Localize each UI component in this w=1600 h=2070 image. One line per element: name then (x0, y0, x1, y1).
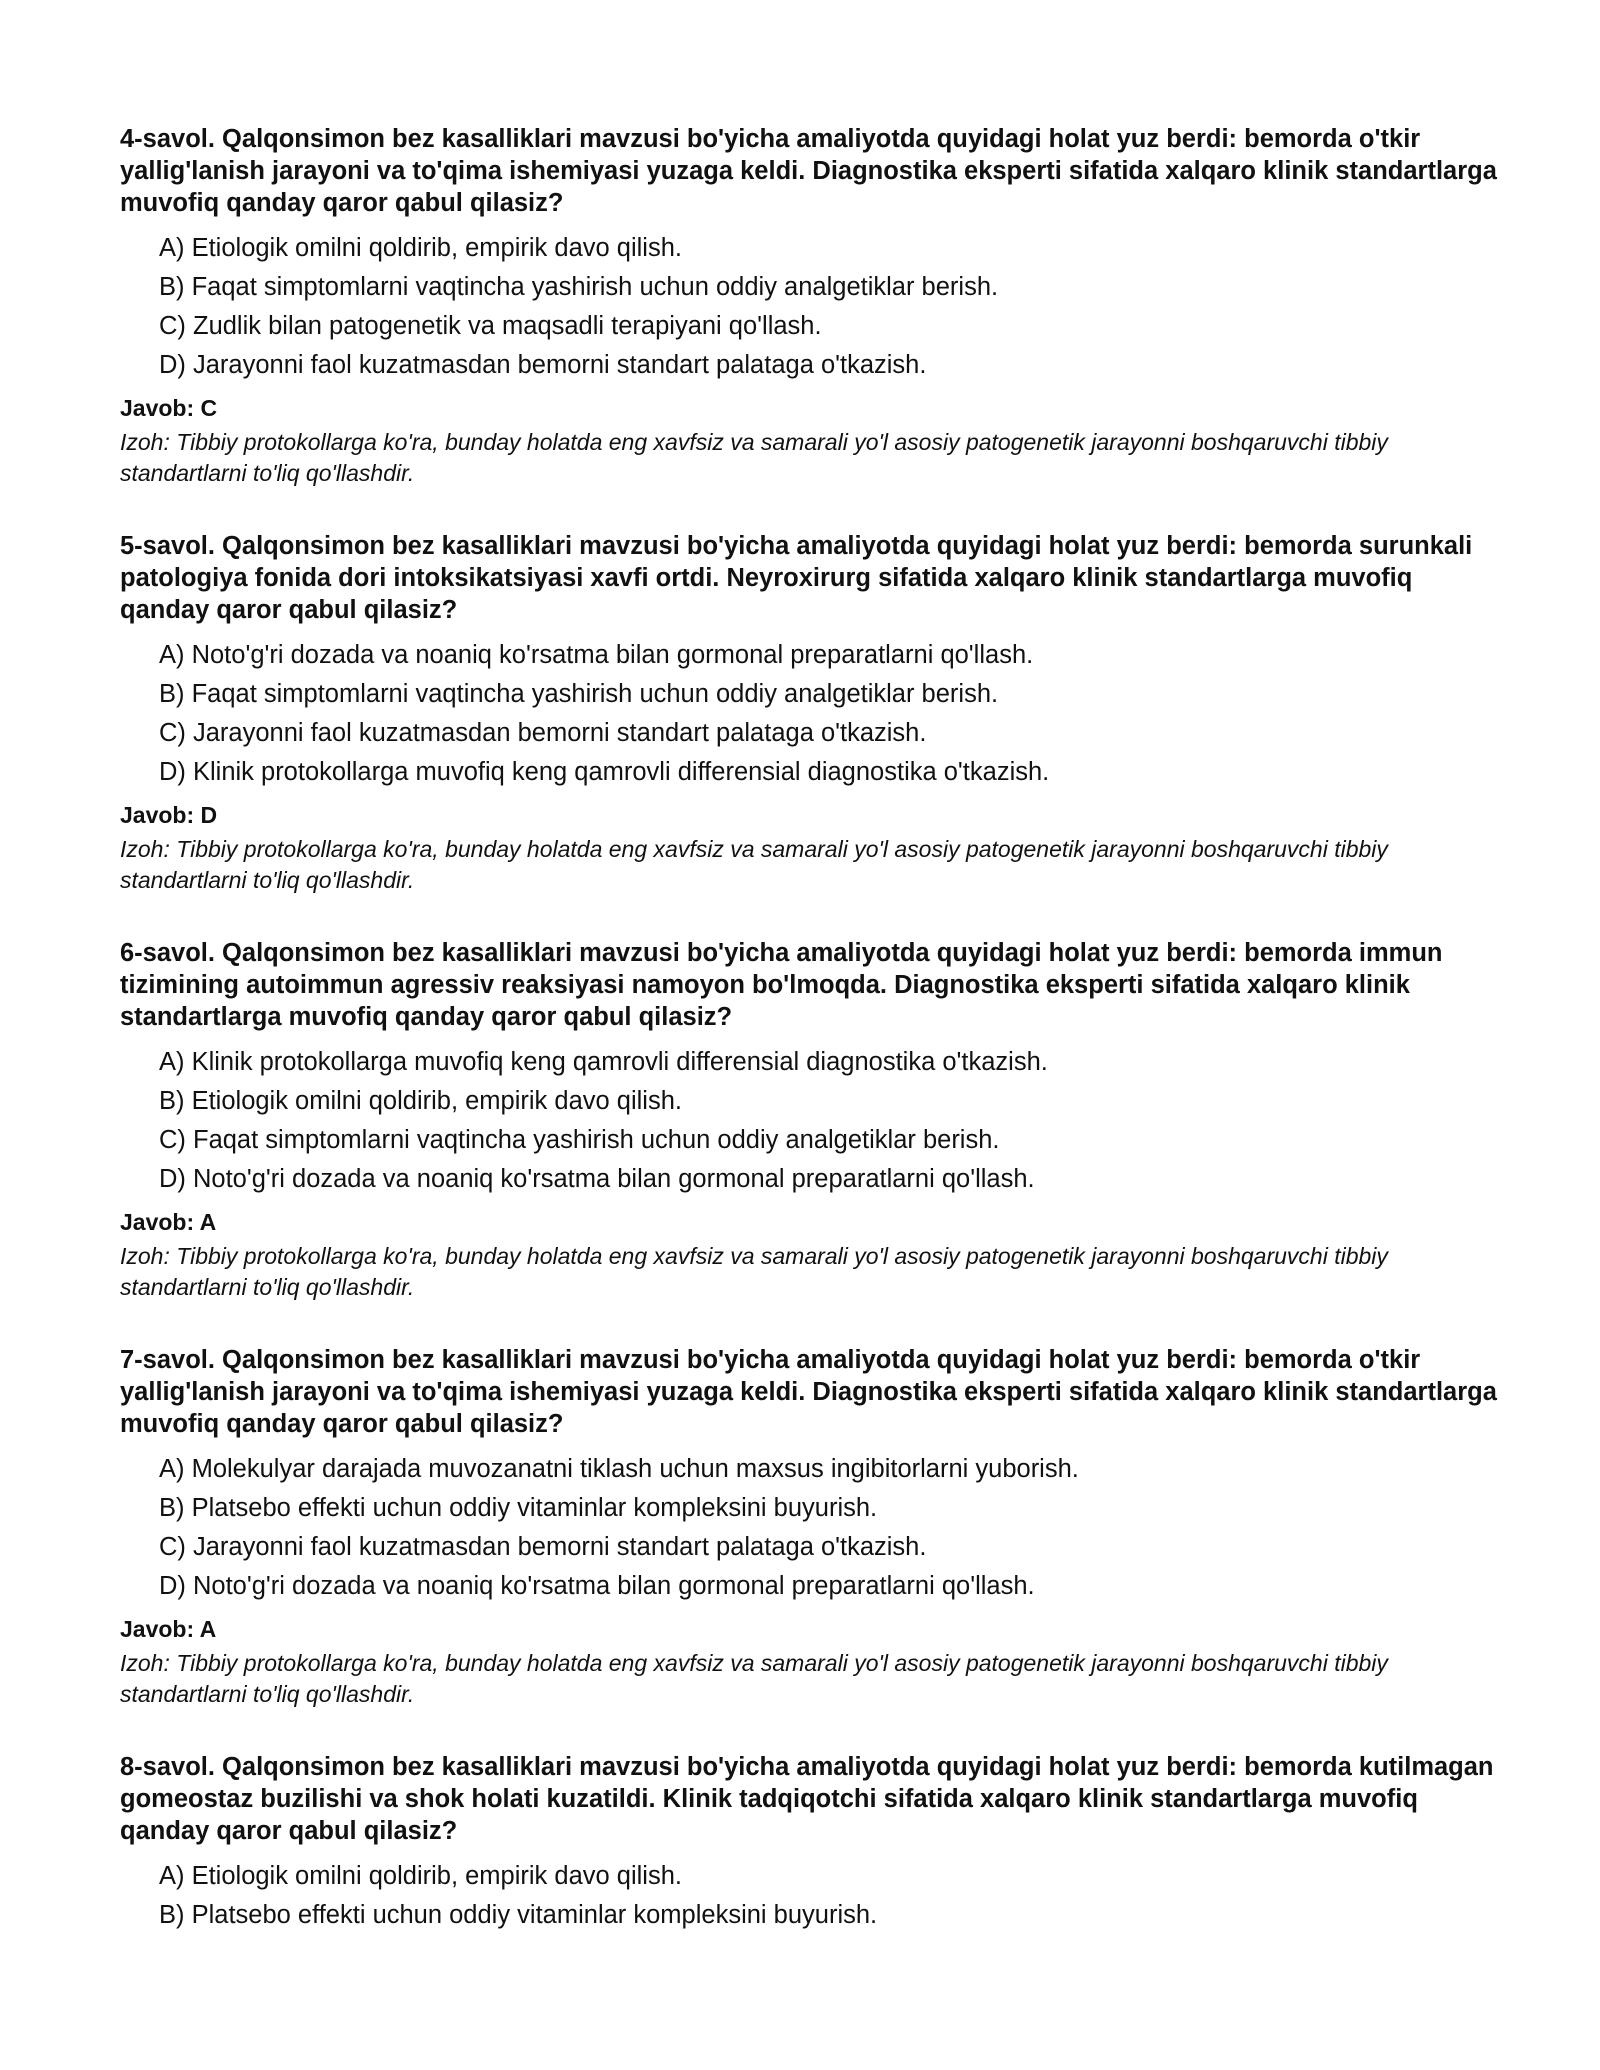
explanation-note: Izoh: Tibbiy protokollarga ko'ra, bunday holatda eng xavfsiz va samarali yo'l asosiy patogenetik jarayonni boshqaruvchi tibbiy standartlarni to'liq qo'llashdir. (120, 1243, 1388, 1300)
option-list (120, 1043, 1500, 1199)
option-d: D) Noto'g'ri dozada va noaniq ko'rsatma bilan gormonal preparatlarni qo'llash. (159, 1572, 1035, 1600)
answer-label: Javob: A (120, 1616, 217, 1642)
option-d: D) Klinik protokollarga muvofiq keng qamrovli differensial diagnostika o'tkazish. (159, 758, 1050, 786)
option-c: C) Zudlik bilan patogenetik va maqsadli terapiyani qo'llash. (159, 312, 822, 340)
option-b: B) Faqat simptomlarni vaqtincha yashirish uchun oddiy analgetiklar berish. (159, 680, 999, 708)
option-b: B) Faqat simptomlarni vaqtincha yashirish uchun oddiy analgetiklar berish. (159, 273, 999, 301)
question-title: 8-savol. Qalqonsimon bez kasalliklari mavzusi bo'yicha amaliyotda quyidagi holat yuz berdi: bemorda kutilmagan gomeostaz buzilishi va shok holati kuzatildi. Klinik tadqiqotchi sifatida xalqaro klinik standartlarga muvofiq qanday qaror qabul qilasiz? (120, 1753, 1494, 1845)
question-5 (120, 530, 1500, 896)
question-title: 7-savol. Qalqonsimon bez kasalliklari mavzusi bo'yicha amaliyotda quyidagi holat yuz berdi: bemorda o'tkir yallig'lanish jarayoni va to'qima ishemiyasi yuzaga keldi. Diagnostika eksperti sifatida xalqaro klinik standartlarga muvofiq qanday qaror qabul qilasiz? (120, 1346, 1497, 1438)
answer-label: Javob: A (120, 1209, 217, 1235)
option-list (120, 1450, 1500, 1606)
document-page (120, 123, 1500, 1976)
option-c: C) Jarayonni faol kuzatmasdan bemorni standart palataga o'tkazish. (159, 1533, 927, 1561)
option-a: A) Etiologik omilni qoldirib, empirik davo qilish. (159, 1862, 682, 1890)
option-b: B) Platsebo effekti uchun oddiy vitaminlar kompleksini buyurish. (159, 1901, 878, 1929)
option-list (120, 229, 1500, 385)
question-6 (120, 937, 1500, 1303)
option-a: A) Etiologik omilni qoldirib, empirik davo qilish. (159, 234, 682, 262)
option-d: D) Noto'g'ri dozada va noaniq ko'rsatma bilan gormonal preparatlarni qo'llash. (159, 1165, 1035, 1193)
question-7 (120, 1344, 1500, 1710)
option-a: A) Molekulyar darajada muvozanatni tiklash uchun maxsus ingibitorlarni yuborish. (159, 1455, 1079, 1483)
question-title: 5-savol. Qalqonsimon bez kasalliklari mavzusi bo'yicha amaliyotda quyidagi holat yuz berdi: bemorda surunkali patologiya fonida dori intoksikatsiyasi xavfi ortdi. Neyroxirurg sifatida xalqaro klinik standartlarga muvofiq qanday qaror qabul qilasiz? (120, 532, 1473, 624)
explanation-note: Izoh: Tibbiy protokollarga ko'ra, bunday holatda eng xavfsiz va samarali yo'l asosiy patogenetik jarayonni boshqaruvchi tibbiy standartlarni to'liq qo'llashdir. (120, 429, 1388, 486)
option-c: C) Jarayonni faol kuzatmasdan bemorni standart palataga o'tkazish. (159, 719, 927, 747)
answer-label: Javob: C (120, 395, 218, 421)
explanation-note: Izoh: Tibbiy protokollarga ko'ra, bunday holatda eng xavfsiz va samarali yo'l asosiy patogenetik jarayonni boshqaruvchi tibbiy standartlarni to'liq qo'llashdir. (120, 1650, 1388, 1707)
option-a: A) Noto'g'ri dozada va noaniq ko'rsatma bilan gormonal preparatlarni qo'llash. (159, 641, 1034, 669)
question-8 (120, 1751, 1500, 1935)
option-d: D) Jarayonni faol kuzatmasdan bemorni standart palataga o'tkazish. (159, 351, 927, 379)
option-c: C) Faqat simptomlarni vaqtincha yashirish uchun oddiy analgetiklar berish. (159, 1126, 1000, 1154)
answer-label: Javob: D (120, 802, 218, 828)
option-list (120, 1857, 1500, 1935)
option-b: B) Etiologik omilni qoldirib, empirik davo qilish. (159, 1087, 682, 1115)
option-b: B) Platsebo effekti uchun oddiy vitaminlar kompleksini buyurish. (159, 1494, 878, 1522)
option-list (120, 636, 1500, 792)
option-a: A) Klinik protokollarga muvofiq keng qamrovli differensial diagnostika o'tkazish. (159, 1048, 1048, 1076)
question-4 (120, 123, 1500, 489)
question-title: 6-savol. Qalqonsimon bez kasalliklari mavzusi bo'yicha amaliyotda quyidagi holat yuz berdi: bemorda immun tizimining autoimmun agressiv reaksiyasi namoyon bo'lmoqda. Diagnostika eksperti sifatida xalqaro klinik standartlarga muvofiq qanday qaror qabul qilasiz? (120, 939, 1443, 1031)
explanation-note: Izoh: Tibbiy protokollarga ko'ra, bunday holatda eng xavfsiz va samarali yo'l asosiy patogenetik jarayonni boshqaruvchi tibbiy standartlarni to'liq qo'llashdir. (120, 836, 1388, 893)
question-title: 4-savol. Qalqonsimon bez kasalliklari mavzusi bo'yicha amaliyotda quyidagi holat yuz berdi: bemorda o'tkir yallig'lanish jarayoni va to'qima ishemiyasi yuzaga keldi. Diagnostika eksperti sifatida xalqaro klinik standartlarga muvofiq qanday qaror qabul qilasiz? (120, 125, 1497, 217)
